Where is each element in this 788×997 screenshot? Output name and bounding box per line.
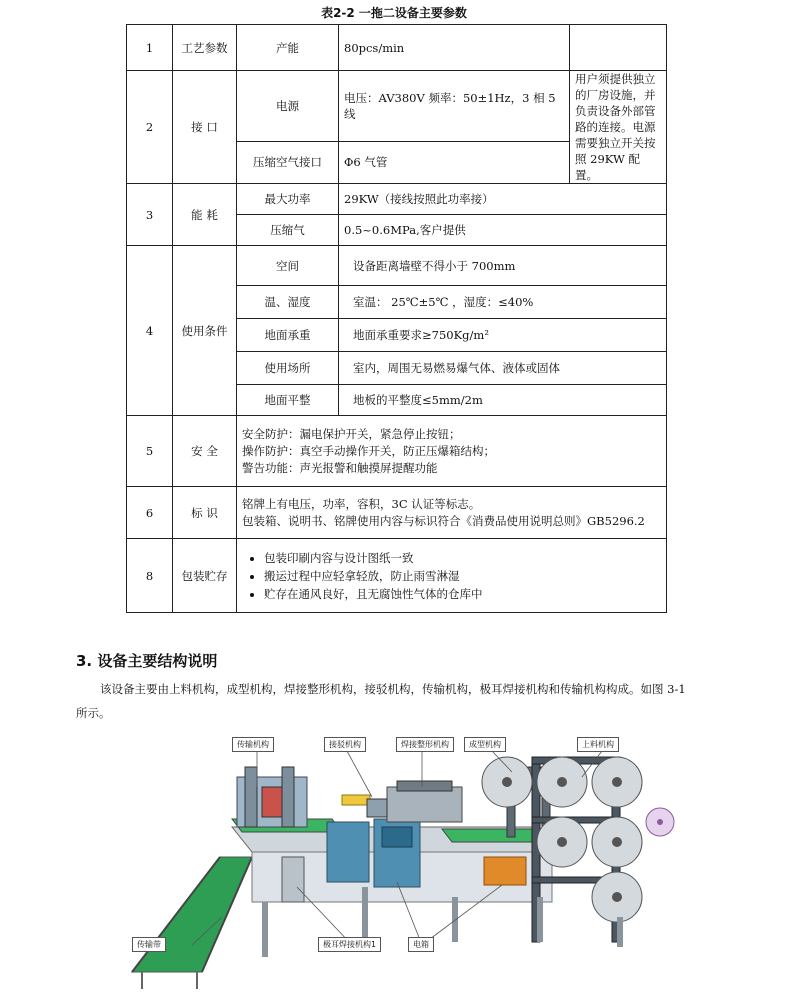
row-number: 4 [127, 246, 173, 416]
table-row [127, 246, 667, 286]
param-name: 地面平整 [237, 385, 339, 416]
empty-note [570, 25, 667, 71]
safety-line: 警告功能：声光报警和触摸屏提醒功能 [242, 460, 438, 475]
table-row [127, 539, 667, 613]
label-ear-weld-mech: 极耳焊接机构1 [318, 937, 381, 952]
list-item: • 贮存在通风良好，且无腐蚀性气体的仓库中 [264, 585, 661, 603]
list-item: • 包装印刷内容与设计图纸一致 [264, 549, 661, 567]
row-number: 5 [127, 416, 173, 487]
marking-details [237, 487, 667, 539]
row-category: 能 耗 [173, 184, 237, 246]
table-row [127, 416, 667, 487]
param-value: Φ6 气管 [339, 141, 570, 183]
machine-figure [112, 727, 682, 993]
section-paragraph: 该设备主要由上料机构，成型机构，焊接整形机构，接驳机构，传输机构，极耳焊接机构和传输机构构成。如图 3-1 [100, 682, 686, 696]
param-value: 29KW（接线按照此功率接） [339, 184, 667, 215]
param-value: 设备距离墙壁不得小于 700mm [339, 246, 667, 286]
param-name: 空间 [237, 246, 339, 286]
label-splice-mech: 接驳机构 [324, 737, 366, 752]
label-feed-mech: 上料机构 [577, 737, 619, 752]
param-value: 室温： 25℃±5℃ ，湿度：≤40% [339, 286, 667, 319]
marking-line: 包装箱、说明书、铭牌使用内容与标识符合《消费品使用说明总则》GB5296.2 [242, 513, 645, 528]
row-number: 8 [127, 539, 173, 613]
row-category: 标 识 [173, 487, 237, 539]
safety-details [237, 416, 667, 487]
param-name: 地面承重 [237, 319, 339, 352]
marking-line: 铭牌上有电压，功率，容积，3C 认证等标志。 [242, 496, 481, 511]
param-name: 压缩气 [237, 215, 339, 246]
interface-note: 用户须提供独立的厂房设施，并负责设备外部管路的连接。电源需要独立开关按照 29KW 配置。 [570, 71, 667, 184]
section-paragraph-cont: 所示。 [76, 706, 111, 720]
storage-list [242, 549, 661, 603]
label-electric-box: 电箱 [408, 937, 434, 952]
row-category: 工艺参数 [173, 25, 237, 71]
label-forming-mech: 成型机构 [464, 737, 506, 752]
storage-details [237, 539, 667, 613]
label-transfer-mech: 传输机构 [232, 737, 274, 752]
param-name: 压缩空气接口 [237, 141, 339, 183]
row-category: 包装贮存 [173, 539, 237, 613]
row-number: 6 [127, 487, 173, 539]
param-name: 最大功率 [237, 184, 339, 215]
safety-line: 安全防护：漏电保护开关，紧急停止按钮； [242, 426, 461, 441]
row-category: 使用条件 [173, 246, 237, 416]
param-value: 0.5~0.6MPa,客户提供 [339, 215, 667, 246]
param-value: 80pcs/min [339, 25, 570, 71]
table-row [127, 487, 667, 539]
param-name: 产能 [237, 25, 339, 71]
section-title: 3. 设备主要结构说明 [76, 652, 218, 670]
row-category: 接 口 [173, 71, 237, 184]
row-category: 安 全 [173, 416, 237, 487]
param-value: 地板的平整度≤5mm/2m [339, 385, 667, 416]
param-name: 温、湿度 [237, 286, 339, 319]
param-name: 电源 [237, 71, 339, 142]
row-number: 1 [127, 25, 173, 71]
table-row [127, 25, 667, 71]
row-number: 3 [127, 184, 173, 246]
row-number: 2 [127, 71, 173, 184]
params-table [126, 24, 667, 613]
machine-illustration [112, 727, 682, 993]
label-weld-shape-mech: 焊接整形机构 [396, 737, 454, 752]
safety-line: 操作防护：真空手动操作开关，防正压爆箱结构； [242, 443, 495, 458]
label-conveyor: 传输带 [132, 937, 166, 952]
param-value: 室内，周围无易燃易爆气体、液体或固体 [339, 352, 667, 385]
table-row [127, 71, 667, 142]
list-item: • 搬运过程中应轻拿轻放，防止雨雪淋湿 [264, 567, 661, 585]
table-caption: 表2-2 一拖二设备主要参数 [321, 6, 467, 20]
table-row [127, 184, 667, 215]
param-name: 使用场所 [237, 352, 339, 385]
param-value: 地面承重要求≥750Kg/m² [339, 319, 667, 352]
param-value: 电压：AV380V 频率：50±1Hz，3 相 5 线 [339, 71, 570, 142]
